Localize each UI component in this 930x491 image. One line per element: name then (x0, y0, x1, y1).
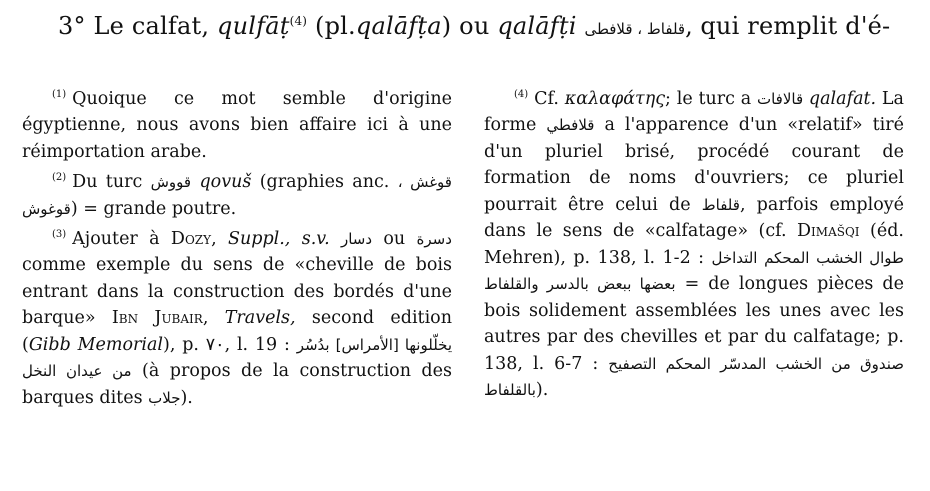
footnote-text: , (202, 308, 209, 329)
footnote-4 (484, 82, 904, 404)
footnote-text: ). (180, 387, 193, 408)
arabic-word: جلاب (148, 388, 181, 407)
footnote-text: = de longues pièces de bois solidement assemblées les unes avec les autres par des chevilles et par du calfatage; p. 138, l. 6-7 : (484, 274, 904, 374)
footnote-1 (22, 82, 452, 165)
footnote-text: comme exemple du sens de «cheville de bois entrant dans la construction des bordés d'une barque» (22, 255, 452, 329)
footnote-text: ). (535, 380, 549, 401)
footnote-text: ), p. ٧٠, l. 19 : (163, 334, 290, 355)
main-text-line (58, 12, 918, 40)
footnote-text: Cf. (534, 88, 559, 109)
main-text-3: ) ou (441, 12, 490, 40)
footnote-ref-4: (4) (289, 14, 308, 28)
footnote-2 (22, 165, 452, 222)
footnote-number: (4) (514, 89, 529, 100)
footnote-text: , (211, 228, 217, 249)
arabic-word: دسرة (416, 229, 452, 248)
term-qalafta: qalāfṭa (355, 12, 442, 40)
footnote-text: a l'apparence d'un «relatif» tiré d'un pluriel brisé, procédé courant de formation de noms d'ouvriers; ce pluriel pourrait être celui de (484, 115, 904, 215)
footnote-text: La forme (484, 88, 904, 136)
footnote-text: (graphies anc. (259, 172, 390, 193)
arabic-word: قووش (150, 173, 192, 192)
footnote-text: ou (383, 228, 406, 249)
main-text-4: , qui remplit d'é- (685, 12, 891, 40)
term-qovus: qovuš (199, 172, 252, 193)
arabic-word: قالافات (756, 89, 804, 108)
term-qalafti: qalāfṭi (497, 12, 577, 40)
arabic-quote: صندوق من الخشب المدسّر المحكم التصفيح بالقلفاط (484, 354, 904, 400)
work-title: Travels, (224, 308, 296, 329)
author-name: Dimašqi (797, 221, 860, 242)
footnote-text: Ajouter à (72, 228, 160, 249)
footnote-number: (2) (52, 172, 67, 184)
main-text-1: Le calfat, (93, 12, 210, 40)
footnote-text: ) = grande poutre. (70, 198, 237, 219)
section-number: 3° (58, 12, 86, 40)
footnote-text: , parfois employé dans le sens de «calfatage» (cf. (484, 194, 904, 242)
arabic-word: قوغش ، قوغوش (22, 173, 452, 218)
main-text-2: (pl. (315, 12, 356, 40)
footnote-text: (à propos de la construction des barques dites (22, 361, 452, 408)
greek-word: καλαφάτης (564, 88, 666, 109)
arabic-quote: يخلّلونها [الأمراس] بدُسُر (296, 335, 453, 354)
footnote-text: Du turc (72, 172, 143, 193)
term-qalafat: qalafat. (808, 88, 877, 109)
work-title: Suppl., s.v. (227, 228, 330, 249)
author-name: Ibn Jubair (111, 308, 203, 329)
arabic-word: دسار (340, 229, 373, 248)
arabic-word: قلافطي (546, 116, 595, 135)
footnote-text: second edition ( (22, 308, 452, 355)
work-title: Gibb Memorial (28, 334, 164, 355)
footnote-text: (éd. Mehren), p. 138, l. 1-2 : (484, 221, 904, 268)
footnote-number: (1) (52, 89, 67, 100)
arabic-word: قلفاط (701, 195, 740, 214)
footnotes-right-column (484, 82, 904, 404)
footnote-text: Quoique ce mot semble d'origine égyptienne, nous avons bien affaire ici à une réimportation arabe. (22, 88, 452, 162)
arabic-quote: طوال الخشب المحكم التداخل بعضها ببعض بالدسر والقلفاط (484, 248, 904, 294)
term-qulfat: qulfāṭ (217, 12, 290, 40)
footnote-3 (22, 222, 452, 411)
footnotes-left-column (22, 82, 452, 411)
footnote-number: (3) (52, 229, 67, 241)
footnote-text: ; le turc a (665, 88, 752, 109)
author-name: Dozy (170, 228, 212, 249)
arabic-quote: من عيدان النخل (22, 362, 132, 381)
arabic-terms: قلفاط ، قلافطى (584, 20, 686, 38)
